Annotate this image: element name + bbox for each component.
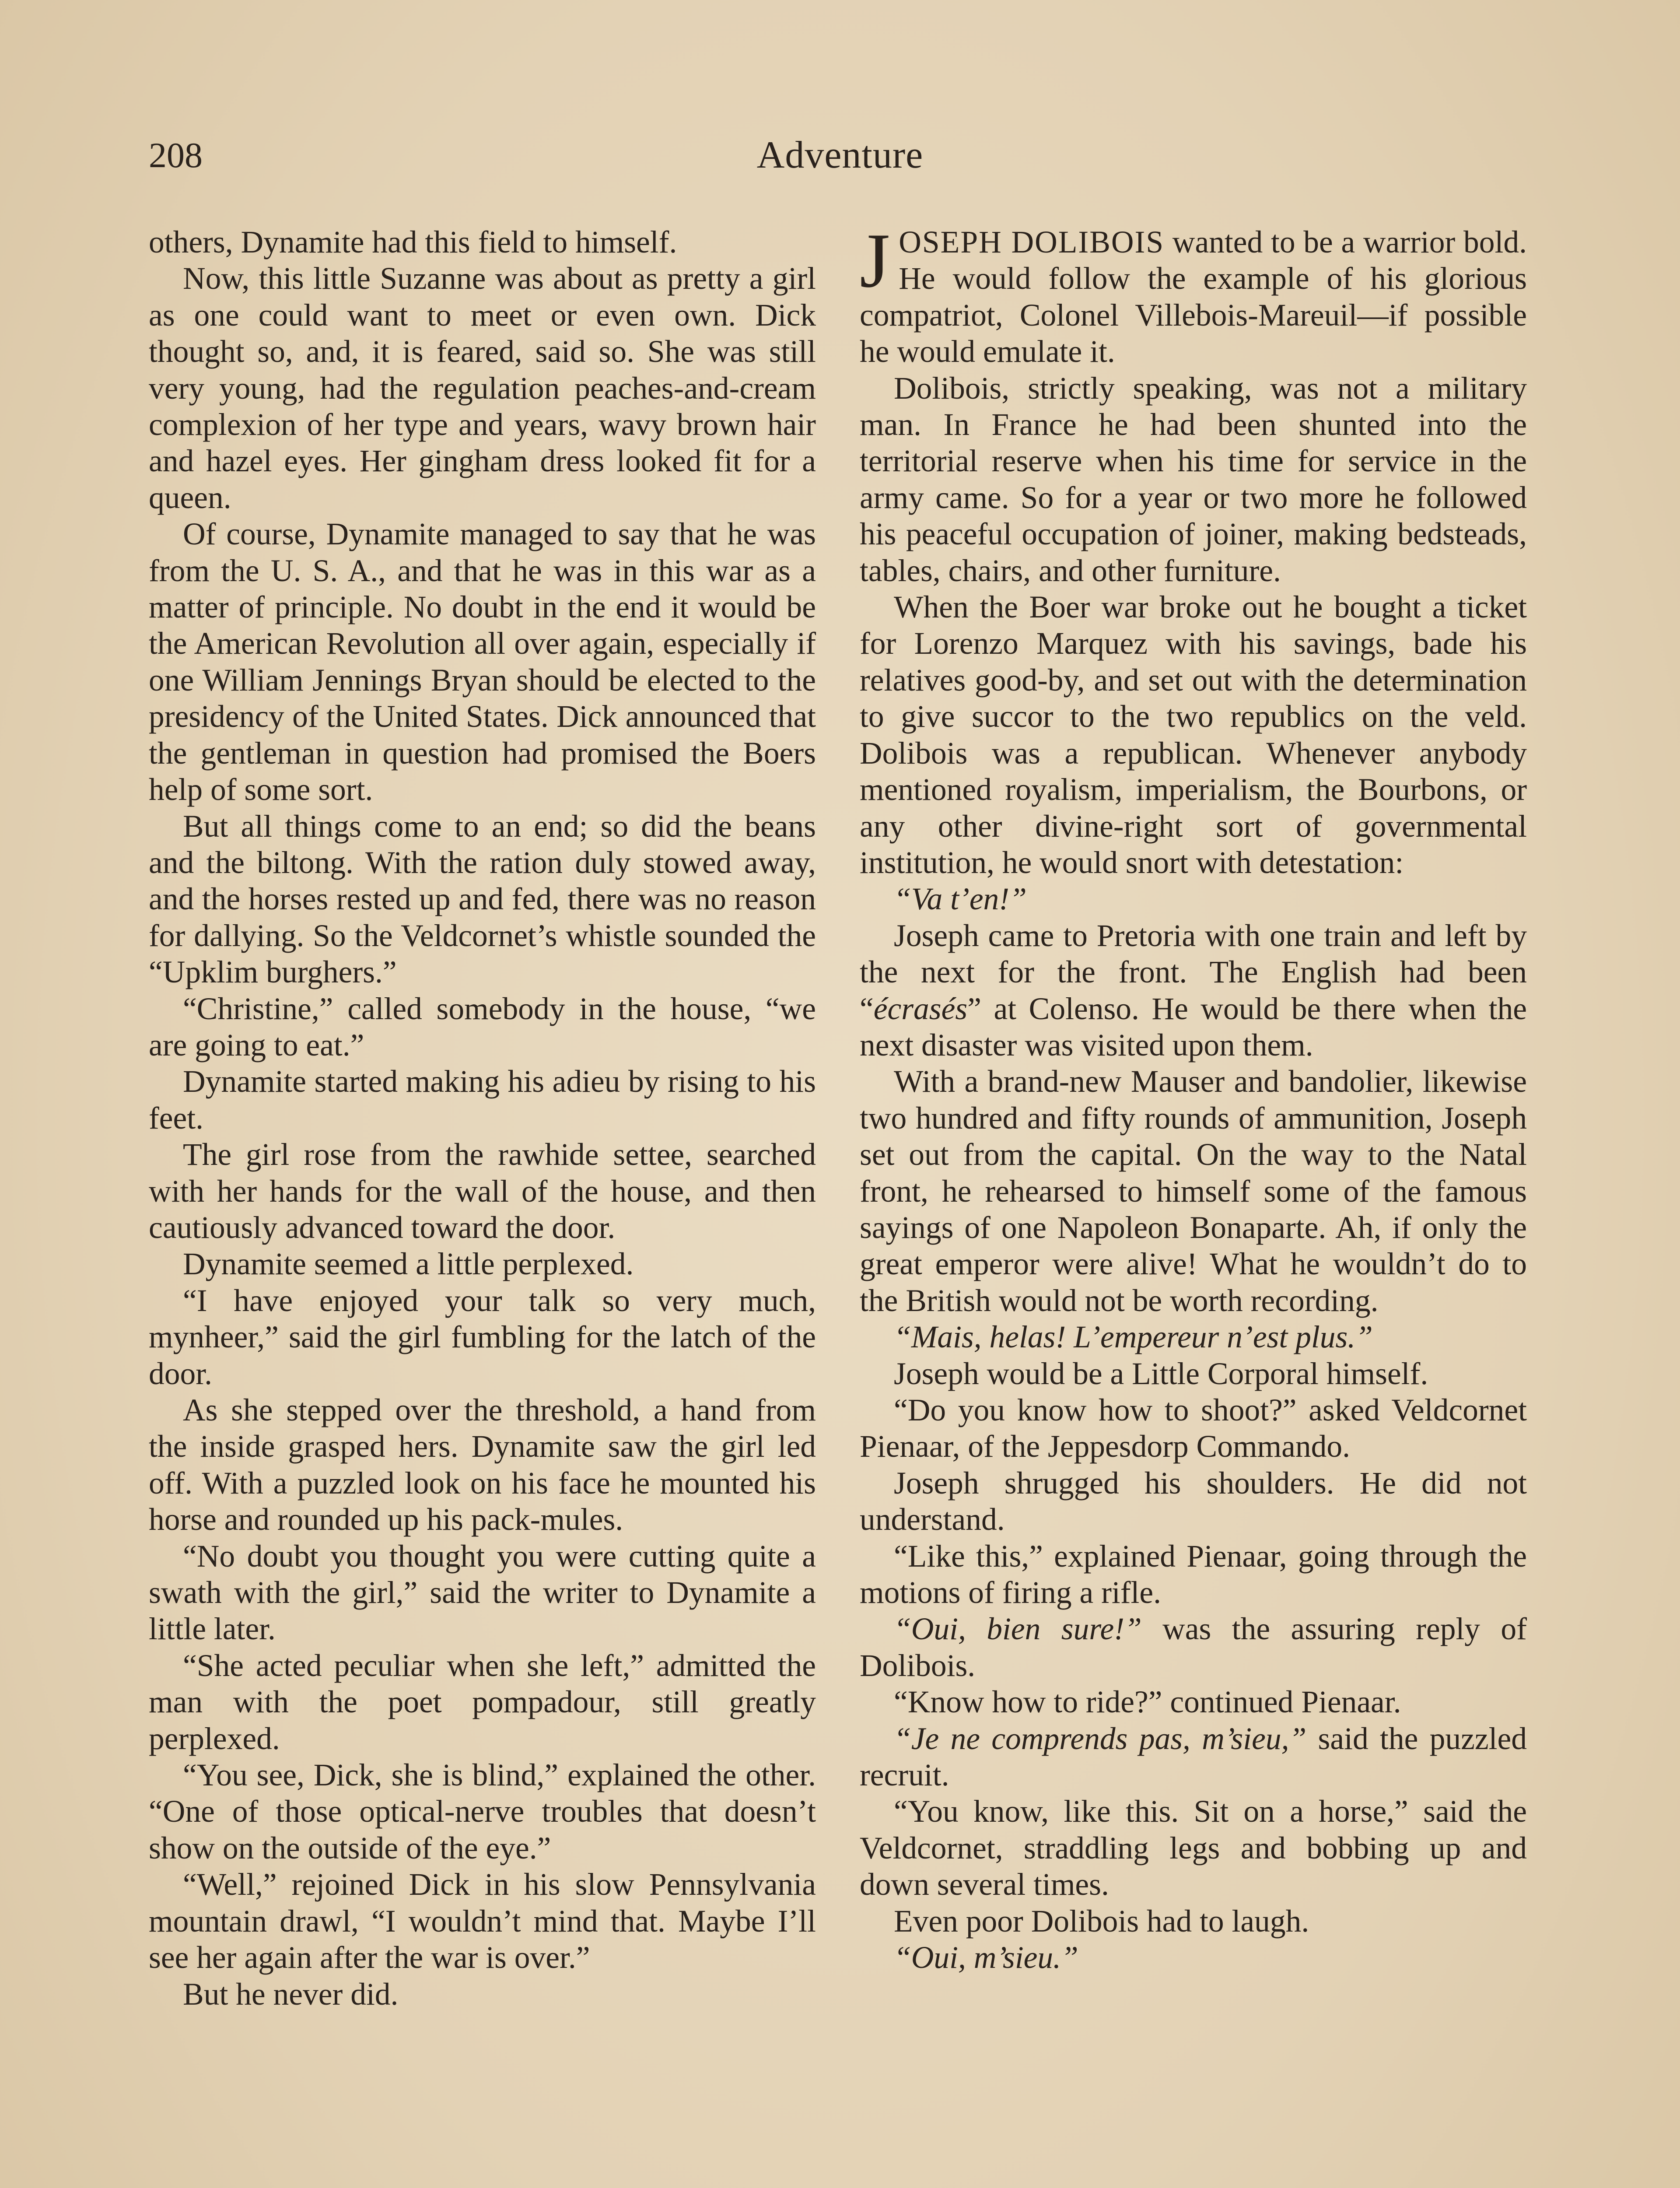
page-header [149, 131, 1531, 179]
paragraph: Joseph shrugged his shoulders. He did not understand. [860, 1466, 1527, 1537]
italic-quote: “Oui, bien sure!” [894, 1612, 1142, 1647]
paragraph: “Know how to ride?” continued Pienaar. [894, 1685, 1401, 1720]
paragraph [860, 918, 1527, 1064]
paragraph: With a brand-new Mauser and bandolier, likewise two hundred and fifty rounds of ammunition, Joseph set out from the capital. On the way to the Natal front, he rehearsed to himself some of the famous sayings of one Napoleon Bonaparte. Ah, if only the great emperor were alive! What he wouldn’t do to the British would not be worth recording. [860, 1064, 1527, 1318]
paragraph [860, 1721, 1527, 1794]
right-column [860, 217, 1527, 1976]
paragraph: Dynamite started making his adieu by rising to his feet. [149, 1064, 816, 1136]
paragraph: Joseph would be a Little Corporal himself. [894, 1356, 1428, 1391]
paragraph: “Do you know how to shoot?” asked Veldcornet Pienaar, of the Jeppesdorp Commando. [860, 1393, 1527, 1464]
left-column [149, 224, 816, 2013]
paragraph: Now, this little Suzanne was about as pretty a girl as one could want to meet or even own. Dick thought so, and, it is feared, said so. She was still very young, had the regulation peaches-and-cream complexion of her type and years, wavy brown hair and hazel eyes. Her gingham dress looked fit for a queen. [149, 261, 816, 515]
italic-quote: “Oui, m’sieu.” [894, 1940, 1078, 1975]
paragraph: But all things come to an end; so did the beans and the biltong. With the ration duly stowed away, and the horses rested up and fed, there was no reason for dallying. So the Veldcornet’s whistle sounded the “Upklim burghers.” [149, 809, 816, 990]
paragraph: When the Boer war broke out he bought a ticket for Lorenzo Marquez with his savings, bade his relatives good-by, and set out with the determination to give succor to the two republics on the veld. Dolibois was a republican. Whenever anybody mentioned royalism, imperialism, the Bourbons, or any other divine-right sort of governmental institution, he would snort with detestation: [860, 590, 1527, 880]
italic-quote: “Mais, helas! L’empereur n’est plus.” [894, 1320, 1373, 1355]
paragraph [860, 1611, 1527, 1684]
paragraph: “She acted peculiar when she left,” admitted the man with the poet pompadour, still greatly perplexed. [149, 1648, 816, 1756]
text-run: Joseph came to Pretoria with one train and left by the next for the front. The English had been “ [860, 918, 1527, 1026]
paragraph: The girl rose from the rawhide settee, searched with her hands for the wall of the house, and then cautiously advanced toward the door. [149, 1137, 816, 1245]
paragraph: “Like this,” explained Pienaar, going through the motions of firing a rifle. [860, 1539, 1527, 1610]
paragraph: others, Dynamite had this field to himself. [149, 225, 677, 259]
lead-in-name: OSEPH DOLIBOIS [899, 225, 1165, 259]
italic-quote: “Je ne comprends pas, m’sieu,” [894, 1721, 1307, 1756]
paragraph-italic [860, 1939, 1527, 1976]
paragraph-italic [860, 881, 1527, 917]
paragraph: “Well,” rejoined Dick in his slow Pennsylvania mountain drawl, “I wouldn’t mind that. Maybe I’ll see her again after the war is over.” [149, 1867, 816, 1975]
running-title: Adventure [756, 134, 924, 176]
paragraph: “You know, like this. Sit on a horse,” said the Veldcornet, straddling legs and bobbing up and down several times. [860, 1794, 1527, 1902]
paragraph: “I have enjoyed your talk so very much, mynheer,” said the girl fumbling for the latch of the door. [149, 1283, 816, 1391]
paragraph: “Christine,” called somebody in the house, “we are going to eat.” [149, 991, 816, 1062]
paragraph-italic [860, 1319, 1527, 1355]
paragraph: Even poor Dolibois had to laugh. [894, 1904, 1309, 1939]
paragraph: Of course, Dynamite managed to say that he was from the U. S. A., and that he was in this war as a matter of principle. No doubt in the end it would be the American Revolution all over again, especially if one William Jennings Bryan should be elected to the presidency of the United States. Dick announced that the gentleman in question had promised the Boers help of some sort. [149, 517, 816, 807]
page-number: 208 [149, 135, 203, 175]
paragraph: “You see, Dick, she is blind,” explained the other. “One of those optical-nerve troubles that doesn’t show on the outside of the eye.” [149, 1758, 816, 1865]
italic-quote: “Va t’en!” [894, 882, 1027, 917]
drop-cap: J [860, 217, 890, 304]
opening-text: wanted to be a warrior bold. He would follow the example of his glorious compatriot, Colonel Villebois-Mareuil—if possible he would emulate it. [860, 225, 1527, 369]
italic-word: écrasés [873, 991, 968, 1026]
paragraph: Dolibois, strictly speaking, was not a military man. In France he had been shunted into the territorial reserve when his time for service in the army came. So for a year or two more he followed his peaceful occupation of joiner, making bedsteads, tables, chairs, and other furniture. [860, 371, 1527, 588]
text-run: said the puzzled recruit. [860, 1721, 1527, 1793]
text-run: was the assuring reply of Dolibois. [860, 1612, 1527, 1683]
paragraph: But he never did. [183, 1977, 399, 2012]
paragraph: As she stepped over the threshold, a hand from the inside grasped hers. Dynamite saw the girl led off. With a puzzled look on his face he mounted his horse and rounded up his pack-mules. [149, 1393, 816, 1537]
paragraph: Dynamite seemed a little perplexed. [183, 1247, 634, 1282]
text-run: ” at Colenso. He would be there when the next disaster was visited upon them. [860, 991, 1527, 1062]
paragraph: “No doubt you thought you were cutting quite a swath with the girl,” said the writer to Dynamite a little later. [149, 1539, 816, 1647]
opening-paragraph [860, 217, 1527, 370]
